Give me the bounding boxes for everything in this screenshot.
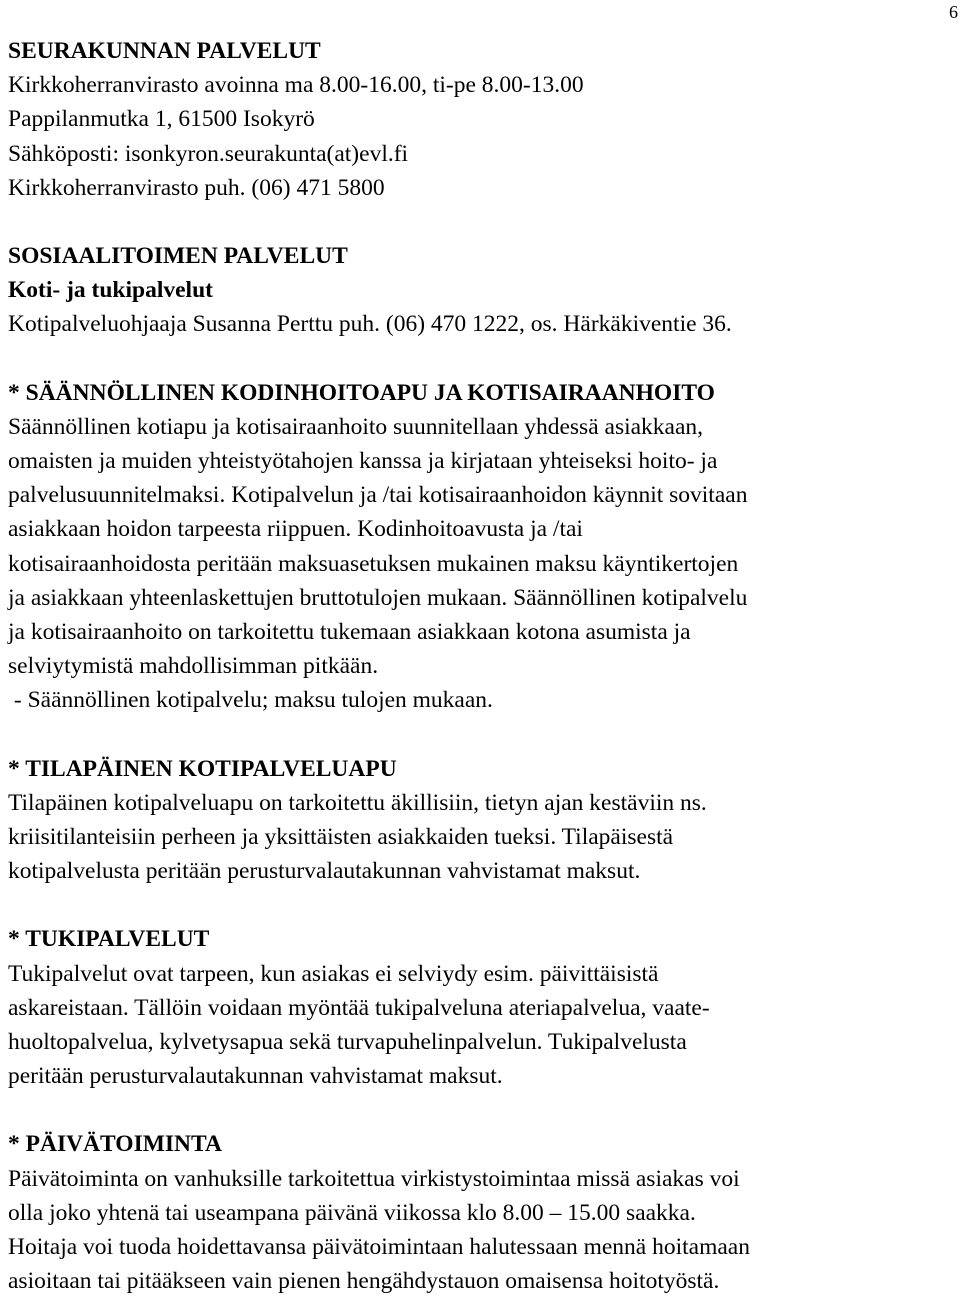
paragraph-line: palvelusuunnitelmaksi. Kotipalvelun ja /tai kotisairaanhoidon käynnit sovitaan — [8, 482, 748, 509]
paragraph-line: olla joko yhtenä tai useampana päivänä viikossa klo 8.00 – 15.00 saakka. — [8, 1199, 696, 1226]
paragraph-line: omaisten ja muiden yhteistyötahojen kanssa ja kirjataan yhteiseksi hoito- ja — [8, 448, 718, 475]
document-body — [8, 34, 956, 1299]
social-services-heading: SOSIAALITOIMEN PALVELUT — [8, 243, 348, 270]
spacer — [8, 1093, 956, 1127]
home-service-contact-line: Kotipalveluohjaaja Susanna Perttu puh. (06) 470 1222, os. Härkäkiventie 36. — [8, 311, 732, 338]
phone-line: Kirkkoherranvirasto puh. (06) 471 5800 — [8, 174, 385, 201]
paragraph-line: asiakkaan hoidon tarpeesta riippuen. Kodinhoitoavusta ja /tai — [8, 516, 583, 543]
paragraph-line: Päivätoiminta on vanhuksille tarkoitettua virkistystoimintaa missä asiakas voi — [8, 1165, 740, 1192]
paragraph-line: huoltopalvelua, kylvetysapua sekä turvapuhelinpalvelun. Tukipalvelusta — [8, 1029, 687, 1056]
paragraph-line: asioitaan tai pitääkseen vain pienen hengähdystauon omaisensa hoitotyöstä. — [8, 1268, 720, 1295]
section-day-activity — [8, 1127, 956, 1298]
home-support-subheading: Koti- ja tukipalvelut — [8, 277, 213, 304]
spacer — [8, 205, 956, 239]
paragraph-line: kotisairaanhoidosta peritään maksuasetuksen mukainen maksu käyntikertojen — [8, 550, 739, 577]
paragraph-line: askareistaan. Tällöin voidaan myöntää tukipalveluna ateriapalvelua, vaate- — [8, 994, 710, 1021]
section-temporary-home-help — [8, 752, 956, 889]
paragraph-line: Hoitaja voi tuoda hoidettavansa päivätoimintaan halutessaan mennä hoitamaan — [8, 1234, 750, 1261]
paragraph-line: kotipalvelusta peritään perusturvalautakunnan vahvistamat maksut. — [8, 858, 641, 885]
section-heading: * SÄÄNNÖLLINEN KODINHOITOAPU JA KOTISAIRAANHOITO — [8, 379, 715, 406]
page-number: 6 — [949, 2, 958, 22]
paragraph-line: Tukipalvelut ovat tarpeen, kun asiakas ei selviydy esim. päivittäisistä — [8, 960, 659, 987]
paragraph-line: Säännöllinen kotiapu ja kotisairaanhoito suunnitellaan yhdessä asiakkaan, — [8, 413, 704, 440]
paragraph-line: - Säännöllinen kotipalvelu; maksu tulojen mukaan. — [8, 687, 493, 714]
paragraph-line: ja asiakkaan yhteenlaskettujen bruttotulojen mukaan. Säännöllinen kotipalvelu — [8, 584, 748, 611]
spacer — [8, 342, 956, 376]
paragraph-line: ja kotisairaanhoito on tarkoitettu tukemaan asiakkaan kotona asumista ja — [8, 619, 691, 646]
section-regular-home-care — [8, 376, 956, 718]
paragraph-line: selviytymistä mahdollisimman pitkään. — [8, 653, 379, 680]
parish-services-heading: SEURAKUNNAN PALVELUT — [8, 38, 321, 64]
paragraph-line: peritään perusturvalautakunnan vahvistamat maksut. — [8, 1063, 503, 1090]
office-hours-line: Kirkkoherranvirasto avoinna ma 8.00-16.00, ti-pe 8.00-13.00 — [8, 72, 584, 99]
section-heading: * TUKIPALVELUT — [8, 926, 210, 953]
parish-services-section — [8, 34, 956, 205]
address-line: Pappilanmutka 1, 61500 Isokyrö — [8, 106, 315, 133]
section-heading: * PÄIVÄTOIMINTA — [8, 1131, 222, 1158]
paragraph-line: kriisitilanteisiin perheen ja yksittäisten asiakkaiden tueksi. Tilapäisestä — [8, 824, 674, 851]
section-heading: * TILAPÄINEN KOTIPALVELUAPU — [8, 755, 397, 782]
paragraph-line: Tilapäinen kotipalveluapu on tarkoitettu äkillisiin, tietyn ajan kestäviin ns. — [8, 789, 707, 816]
social-services-section — [8, 239, 956, 342]
spacer — [8, 888, 956, 922]
email-line: Sähköposti: isonkyron.seurakunta(at)evl.fi — [8, 140, 409, 167]
section-support-services — [8, 922, 956, 1093]
spacer — [8, 718, 956, 752]
